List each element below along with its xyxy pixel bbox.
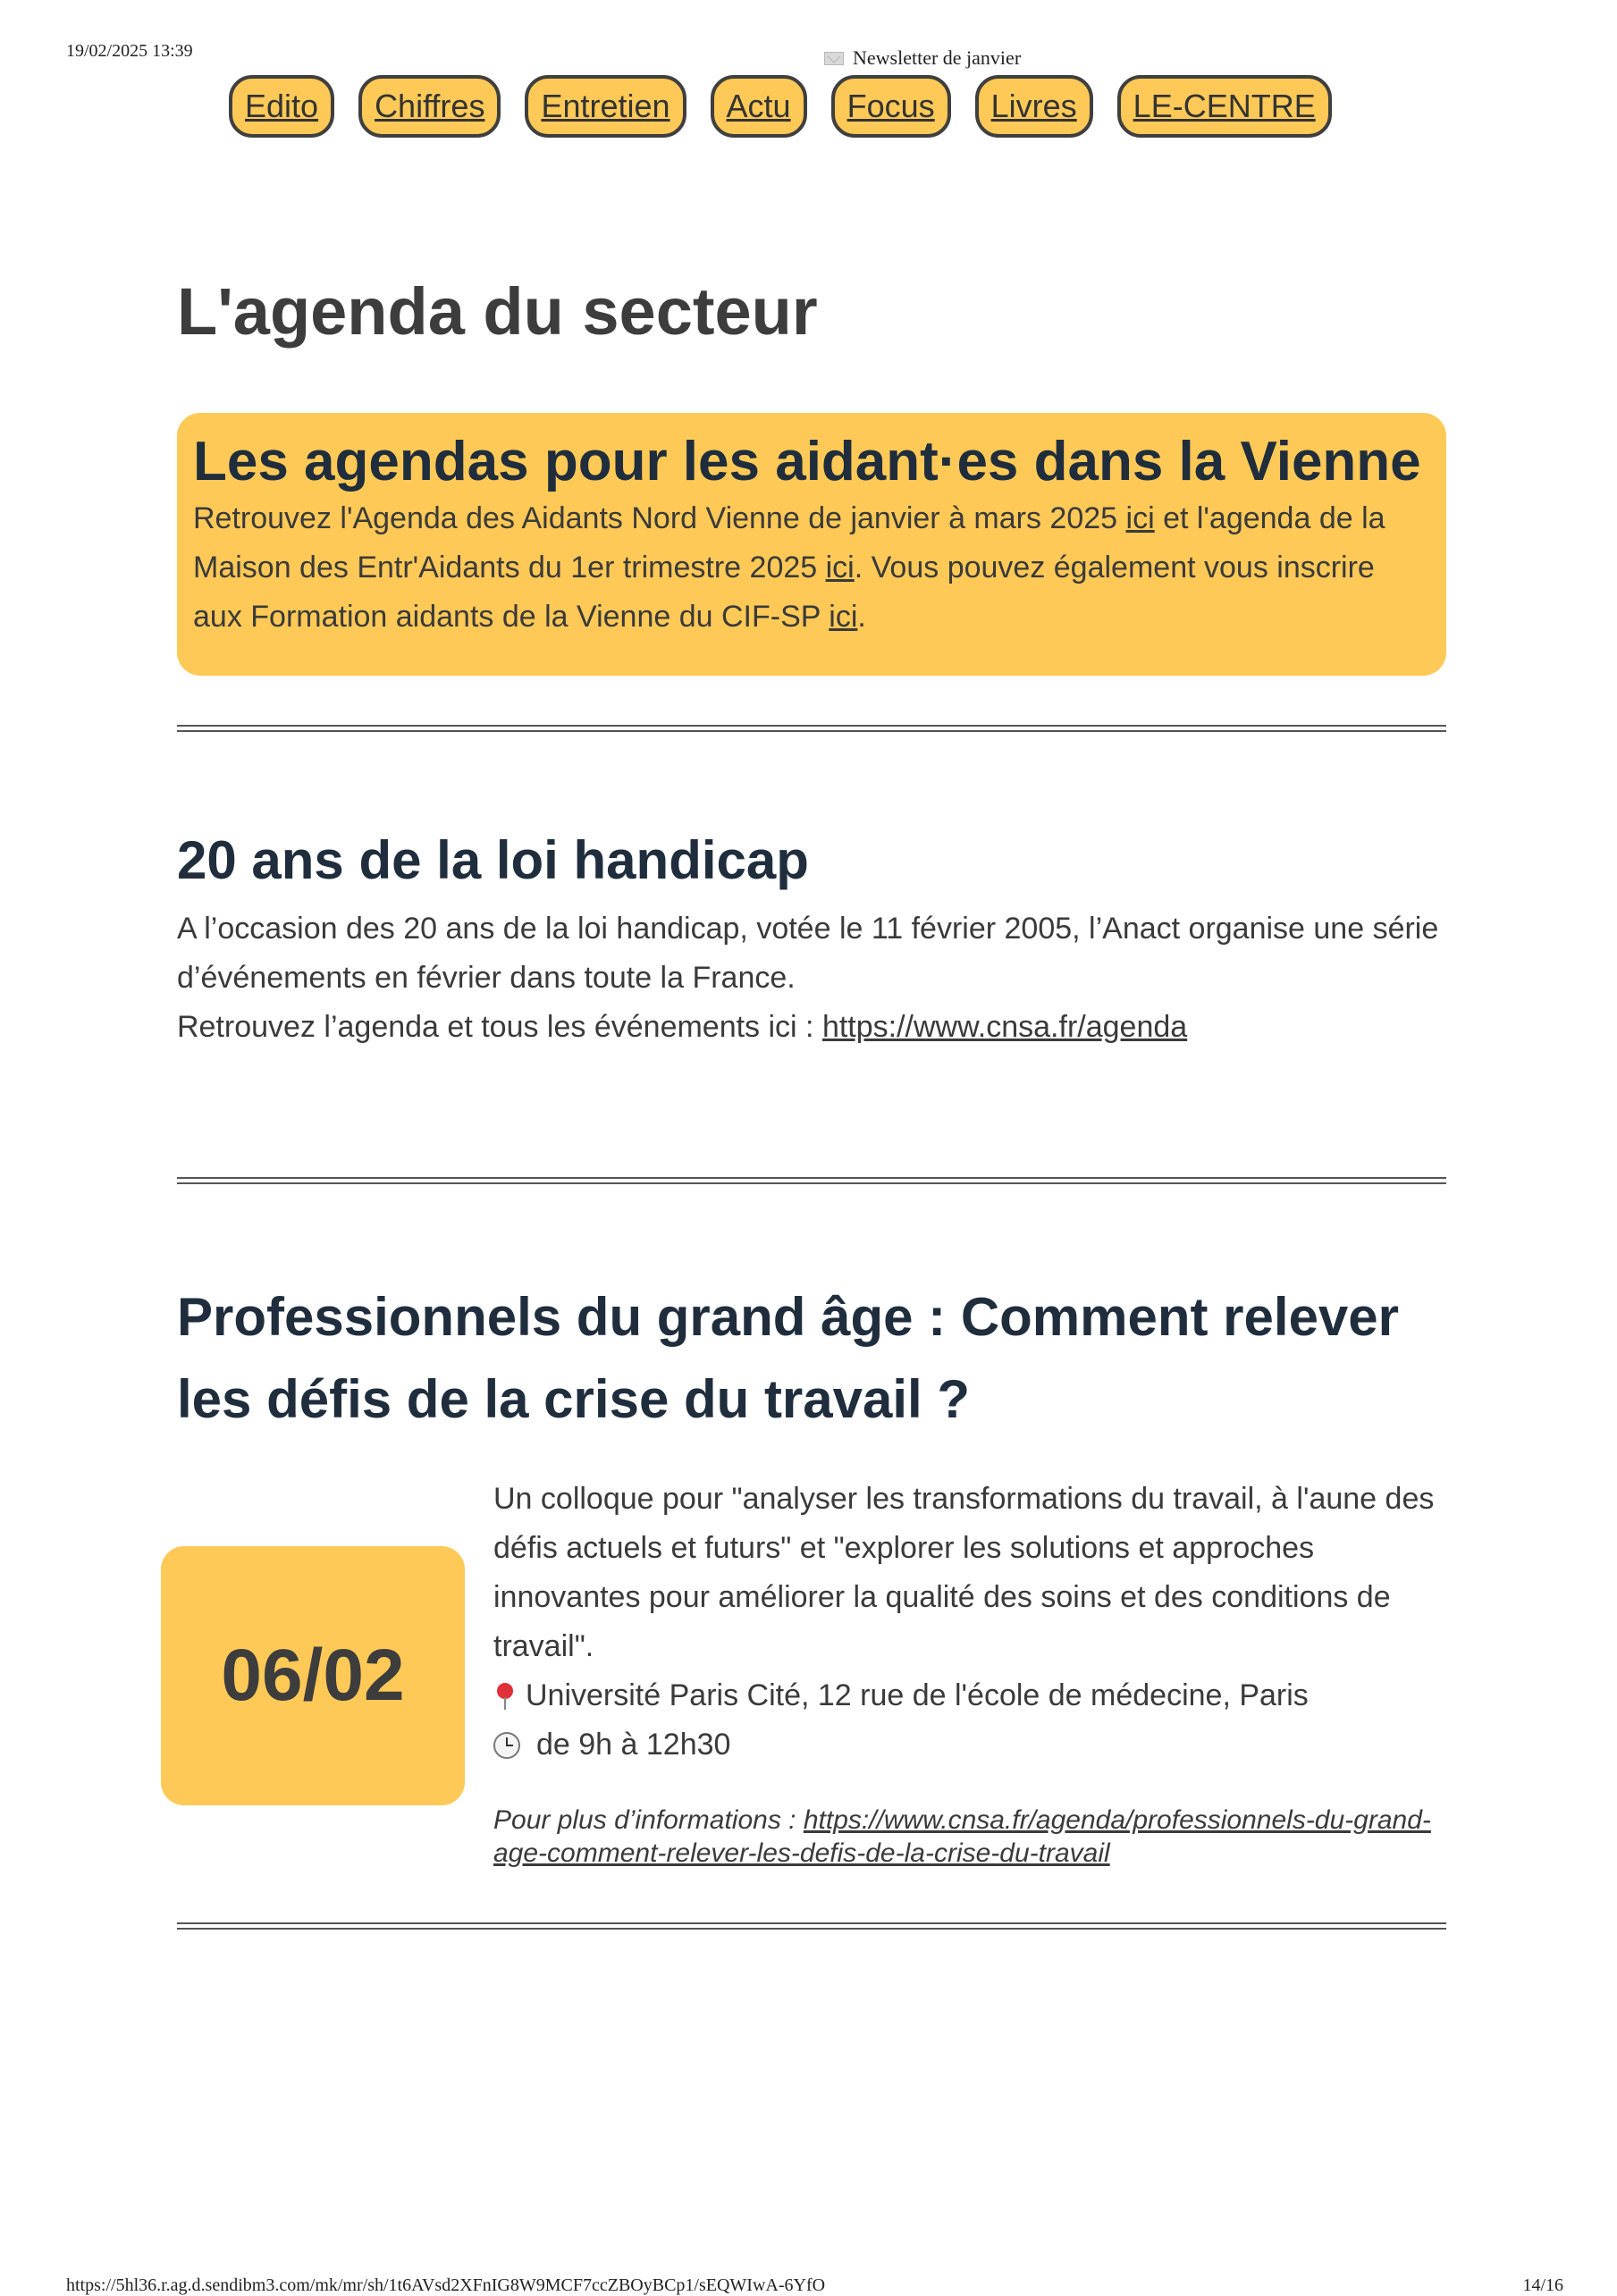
print-title (824, 46, 1021, 70)
cif-sp-link[interactable]: ici (829, 600, 858, 635)
vienne-text-part1: Retrouvez l'Agenda des Aidants Nord Vienne de janvier à mars 2025 (193, 501, 1126, 536)
event-more-info-link[interactable]: https://www.cnsa.fr/agenda/professionnels-du-grand-age-comment-relever-les-defis-de-la-crise-du-travail (493, 1805, 1431, 1868)
loi-handicap-title: 20 ans de la loi handicap (177, 830, 809, 890)
page-title: L'agenda du secteur (177, 274, 818, 349)
vienne-text-part2: et l'agenda de la Maison des Entr'Aidants du 1er trimestre 2025 (193, 501, 1385, 585)
print-datetime: 19/02/2025 13:39 (66, 41, 193, 61)
grand-age-title: Professionnels du grand âge : Comment relever les défis de la crise du travail ? (177, 1287, 1400, 1429)
vienne-text-part3: . Vous pouvez également vous inscrire aux Formation aidants de la Vienne du CIF-SP (193, 551, 1375, 635)
event-time-line (493, 1720, 1468, 1770)
event-description: Un colloque pour "analyser les transformations du travail, à l'aune des défis actuels et futurs" et "explorer les solutions et approches innovantes pour améliorer la qualité des soins et des conditions de travail". (493, 1482, 1435, 1663)
event-details (493, 1475, 1468, 1770)
envelope-icon (824, 52, 844, 65)
more-info-label: Pour plus d’informations : (493, 1805, 804, 1835)
event-date-badge: 06/02 (161, 1546, 465, 1805)
print-url: https://5hl36.r.ag.d.sendibm3.com/mk/mr/sh/1t6AVsd2XFnIG8W9MCF7ccZBOyBCp1/sEQWIwA-6YfO (66, 2275, 826, 2295)
nav-focus-button[interactable]: Focus (831, 75, 951, 138)
more-info (493, 1804, 1468, 1870)
agenda-nord-vienne-link[interactable]: ici (1125, 501, 1155, 536)
print-title-text: Newsletter de janvier (853, 46, 1022, 69)
nav-chiffres-button[interactable]: Chiffres (358, 75, 501, 138)
divider (177, 1922, 1446, 1930)
divider (177, 1177, 1446, 1184)
divider (177, 725, 1446, 732)
print-page-number: 14/16 (1522, 2275, 1563, 2295)
nav-edito-button[interactable]: Edito (229, 75, 334, 138)
vienne-agenda-title: Les agendas pour les aidant·es dans la Vienne (193, 431, 1421, 492)
event-location: Université Paris Cité, 12 rue de l'école de médecine, Paris (526, 1678, 1309, 1712)
pin-icon (493, 1681, 517, 1711)
event-location-line (493, 1671, 1468, 1720)
vienne-agenda-box (177, 413, 1446, 676)
section-nav (229, 75, 1400, 138)
vienne-agenda-text (193, 494, 1430, 642)
loi-handicap-text (177, 904, 1446, 1052)
loi-handicap-para2: Retrouvez l’agenda et tous les événements ici : (177, 1010, 822, 1044)
maison-entraidants-link[interactable]: ici (825, 551, 855, 585)
nav-livres-button[interactable]: Livres (975, 75, 1093, 138)
nav-entretien-button[interactable]: Entretien (525, 75, 686, 138)
vienne-text-part4: . (857, 600, 866, 635)
event-time: de 9h à 12h30 (536, 1728, 731, 1762)
cnsa-agenda-link[interactable]: https://www.cnsa.fr/agenda (821, 1010, 1188, 1044)
loi-handicap-para1: A l’occasion des 20 ans de la loi handicap, votée le 11 février 2005, l’Anact organise une série d’événements en février dans toute la France. (177, 912, 1439, 995)
clock-icon (493, 1732, 520, 1759)
nav-le-centre-button[interactable]: LE-CENTRE (1117, 75, 1332, 138)
nav-actu-button[interactable]: Actu (711, 75, 807, 138)
